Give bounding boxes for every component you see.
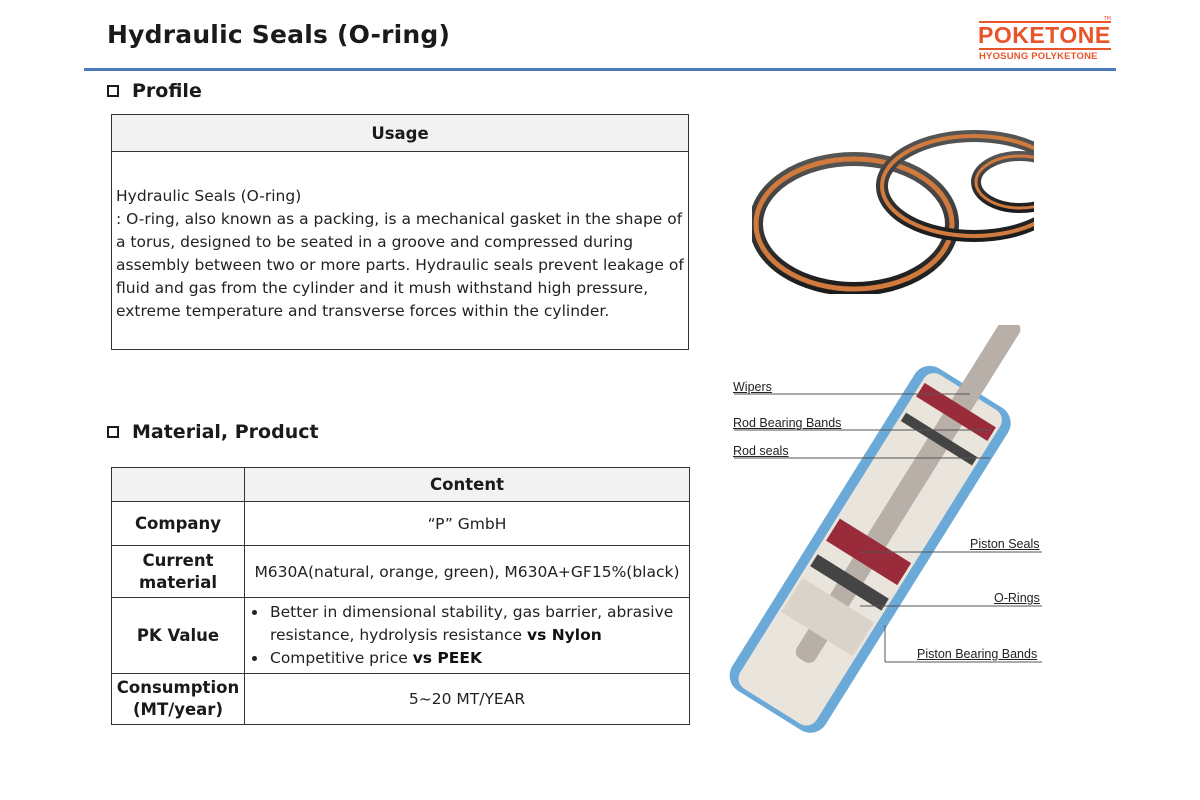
pk-bullet-bold: vs PEEK <box>412 649 482 667</box>
usage-table <box>111 114 689 350</box>
logo-mid-rule <box>979 48 1111 50</box>
row-label-current-material-text: Current material <box>139 550 217 592</box>
material-table <box>111 467 690 725</box>
table-row <box>112 598 690 674</box>
table-row <box>112 546 690 598</box>
callout-wipers: Wipers <box>733 380 772 394</box>
list-item <box>268 601 688 647</box>
callout-piston-bearing-bands: Piston Bearing Bands <box>917 647 1038 661</box>
o-ring-photo <box>752 124 1034 294</box>
material-heading <box>107 421 319 443</box>
pk-bullet-text: Better in dimensional stability, gas barrier, abrasive resistance, hydrolysis resistance <box>270 603 674 644</box>
checkbox-bullet-icon <box>107 426 119 438</box>
logo-subtitle: HYOSUNG POLYKETONE <box>979 51 1098 62</box>
row-label-consumption: Consumption (MT/year) <box>112 674 245 725</box>
page-title: Hydraulic Seals (O-ring) <box>107 20 451 49</box>
row-label-current-material <box>112 546 245 598</box>
row-value-consumption: 5~20 MT/YEAR <box>245 674 690 725</box>
pk-value-list <box>246 601 688 670</box>
material-table-header: Content <box>245 468 690 502</box>
callout-o-rings: O-Rings <box>994 591 1040 605</box>
table-row <box>112 674 690 725</box>
material-table-header-row <box>112 468 690 502</box>
usage-table-body: Hydraulic Seals (O-ring) : O-ring, also known as a packing, is a mechanical gasket in the shape of a torus, designed to be seated in a groove and compressed during assembly between two or more parts. Hydraulic seals prevent leakage of fluid and gas from the cylinder and it mush withstand high pressure, extreme temperature and transverse forces within the cylinder. <box>116 187 684 320</box>
material-heading-text: Material, Product <box>132 421 319 443</box>
pk-bullet-bold: vs Nylon <box>526 626 602 644</box>
row-label-pk-value: PK Value <box>112 598 245 674</box>
row-value-current-material: M630A(natural, orange, green), M630A+GF15%(black) <box>245 546 690 598</box>
profile-heading <box>107 80 202 102</box>
pk-bullet-text: Competitive price <box>270 649 413 667</box>
small-ring-outer <box>976 156 1034 208</box>
table-row <box>112 502 690 546</box>
logo-trademark: TM <box>1103 16 1111 22</box>
row-value-company: “P” GmbH <box>245 502 690 546</box>
material-table-corner <box>112 468 245 502</box>
row-value-pk-value <box>245 598 690 674</box>
callout-rod-seals: Rod seals <box>733 444 789 458</box>
profile-heading-text: Profile <box>132 80 202 102</box>
logo-brand: POKETONE <box>978 22 1111 48</box>
usage-table-header: Usage <box>112 115 688 152</box>
checkbox-bullet-icon <box>107 85 119 97</box>
callout-rod-bearing-bands: Rod Bearing Bands <box>733 416 842 430</box>
title-divider <box>84 68 1116 71</box>
callout-piston-seals: Piston Seals <box>970 537 1040 551</box>
poketone-logo <box>976 18 1114 66</box>
list-item <box>268 647 688 670</box>
row-label-company: Company <box>112 502 245 546</box>
